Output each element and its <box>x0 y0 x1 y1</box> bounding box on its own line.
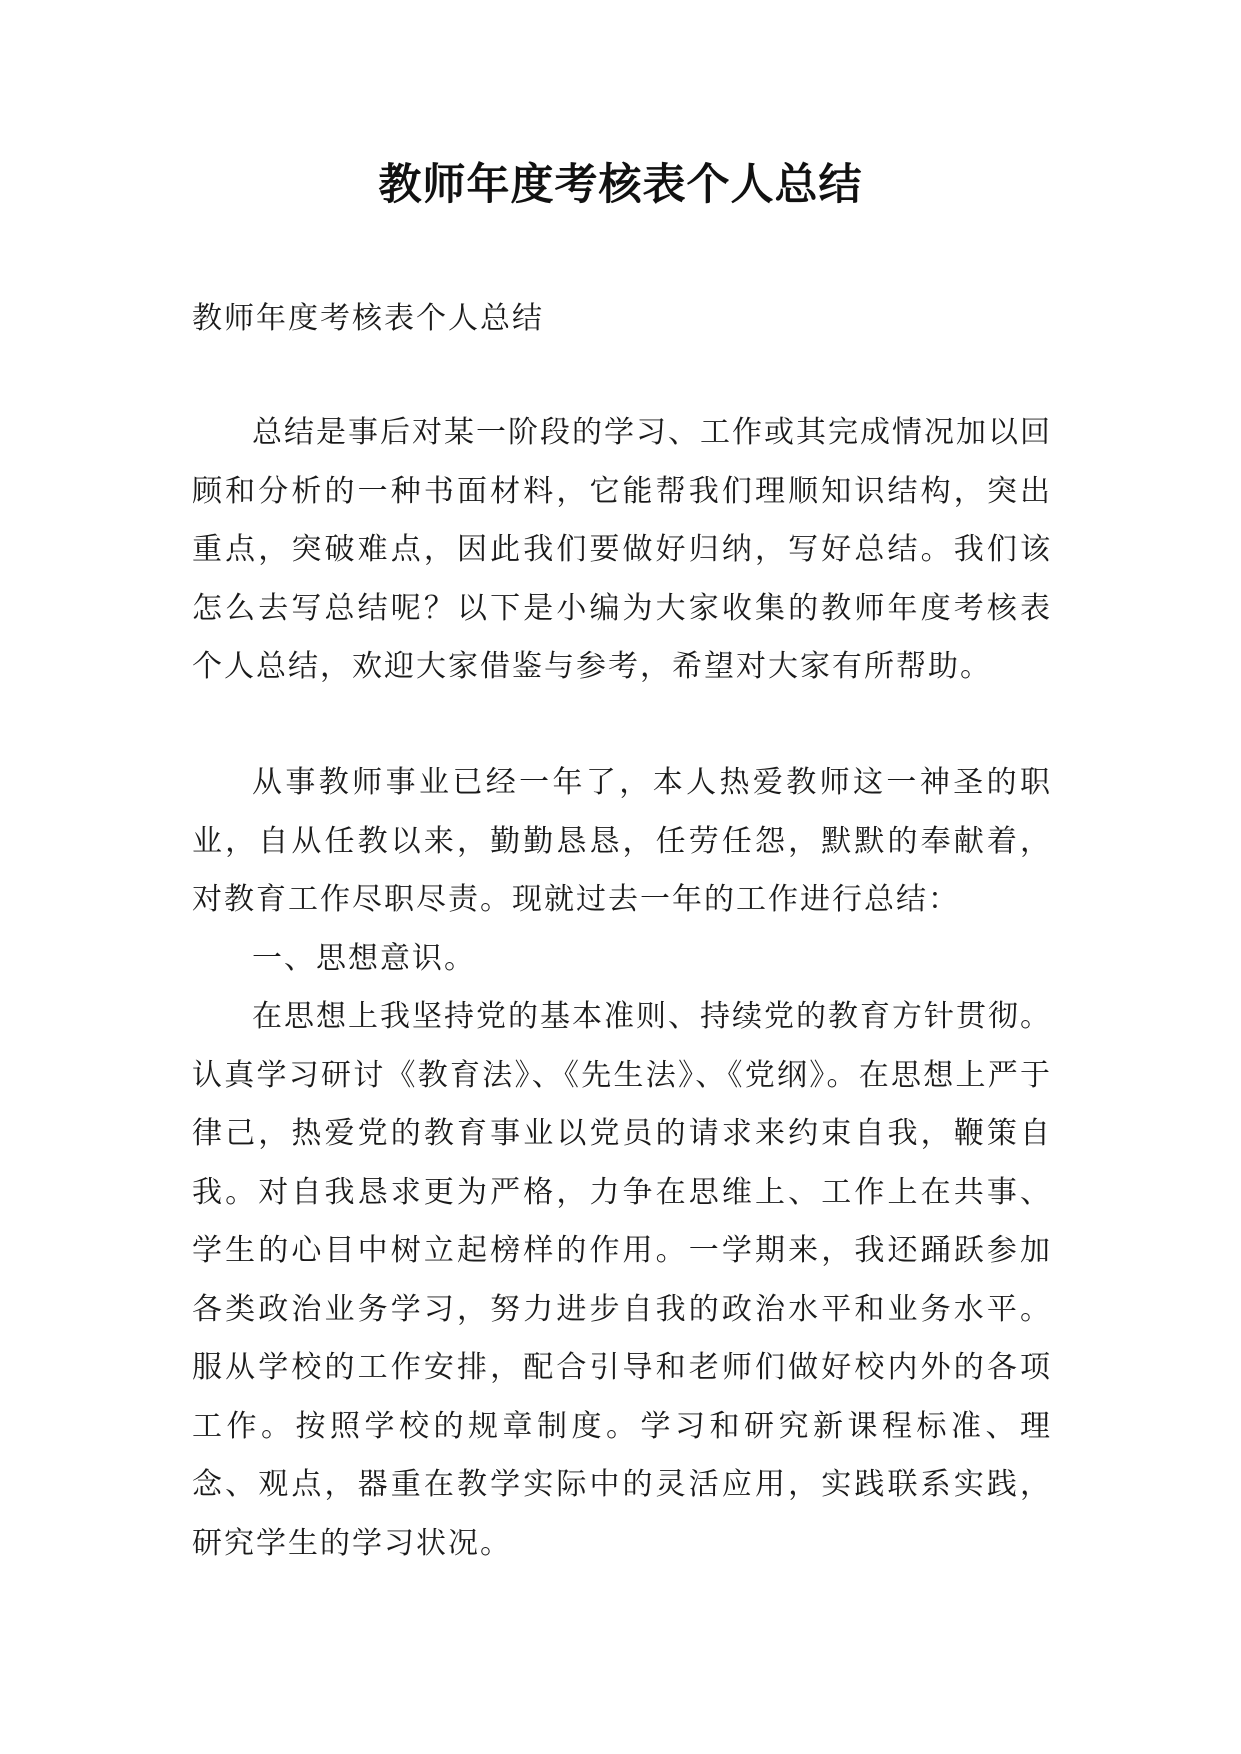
paragraph-opening: 从事教师事业已经一年了，本人热爱教师这一神圣的职业，自从任教以来，勤勤恳恳，任劳任怨，默默的奉献着，对教育工作尽职尽责。现就过去一年的工作进行总结： <box>192 765 1052 917</box>
document-subtitle: 教师年度考核表个人总结 <box>192 301 544 336</box>
main-section <box>192 754 1052 1573</box>
document-title: 教师年度考核表个人总结 <box>378 160 863 210</box>
paragraph-ideology: 在思想上我坚持党的基本准则、持续党的教育方针贯彻。认真学习研讨《教育法》、《先生法》、《党纲》。在思想上严于律己，热爱党的教育事业以党员的请求来约束自我，鞭策自我。对自我恳求更为严格，力争在思维上、工作上在共事、学生的心目中树立起榜样的作用。一学期来，我还踊跃参加各类政治业务学习，努力进步自我的政治水平和业务水平。服从学校的工作安排，配合引导和老师们做好校内外的各项工作。按照学校的规章制度。学习和研究新课程标准、理念、观点，器重在教学实际中的灵活应用，实践联系实践，研究学生的学习状况。 <box>192 999 1052 1561</box>
intro-section <box>192 404 1052 697</box>
intro-paragraph: 总结是事后对某一阶段的学习、工作或其完成情况加以回顾和分析的一种书面材料，它能帮我们理顺知识结构，突出重点，突破难点，因此我们要做好归纳，写好总结。我们该怎么去写总结呢？以下是小编为大家收集的教师年度考核表个人总结，欢迎大家借鉴与参考，希望对大家有所帮助。 <box>192 415 1052 684</box>
section-heading-ideology: 一、思想意识。 <box>252 940 476 976</box>
